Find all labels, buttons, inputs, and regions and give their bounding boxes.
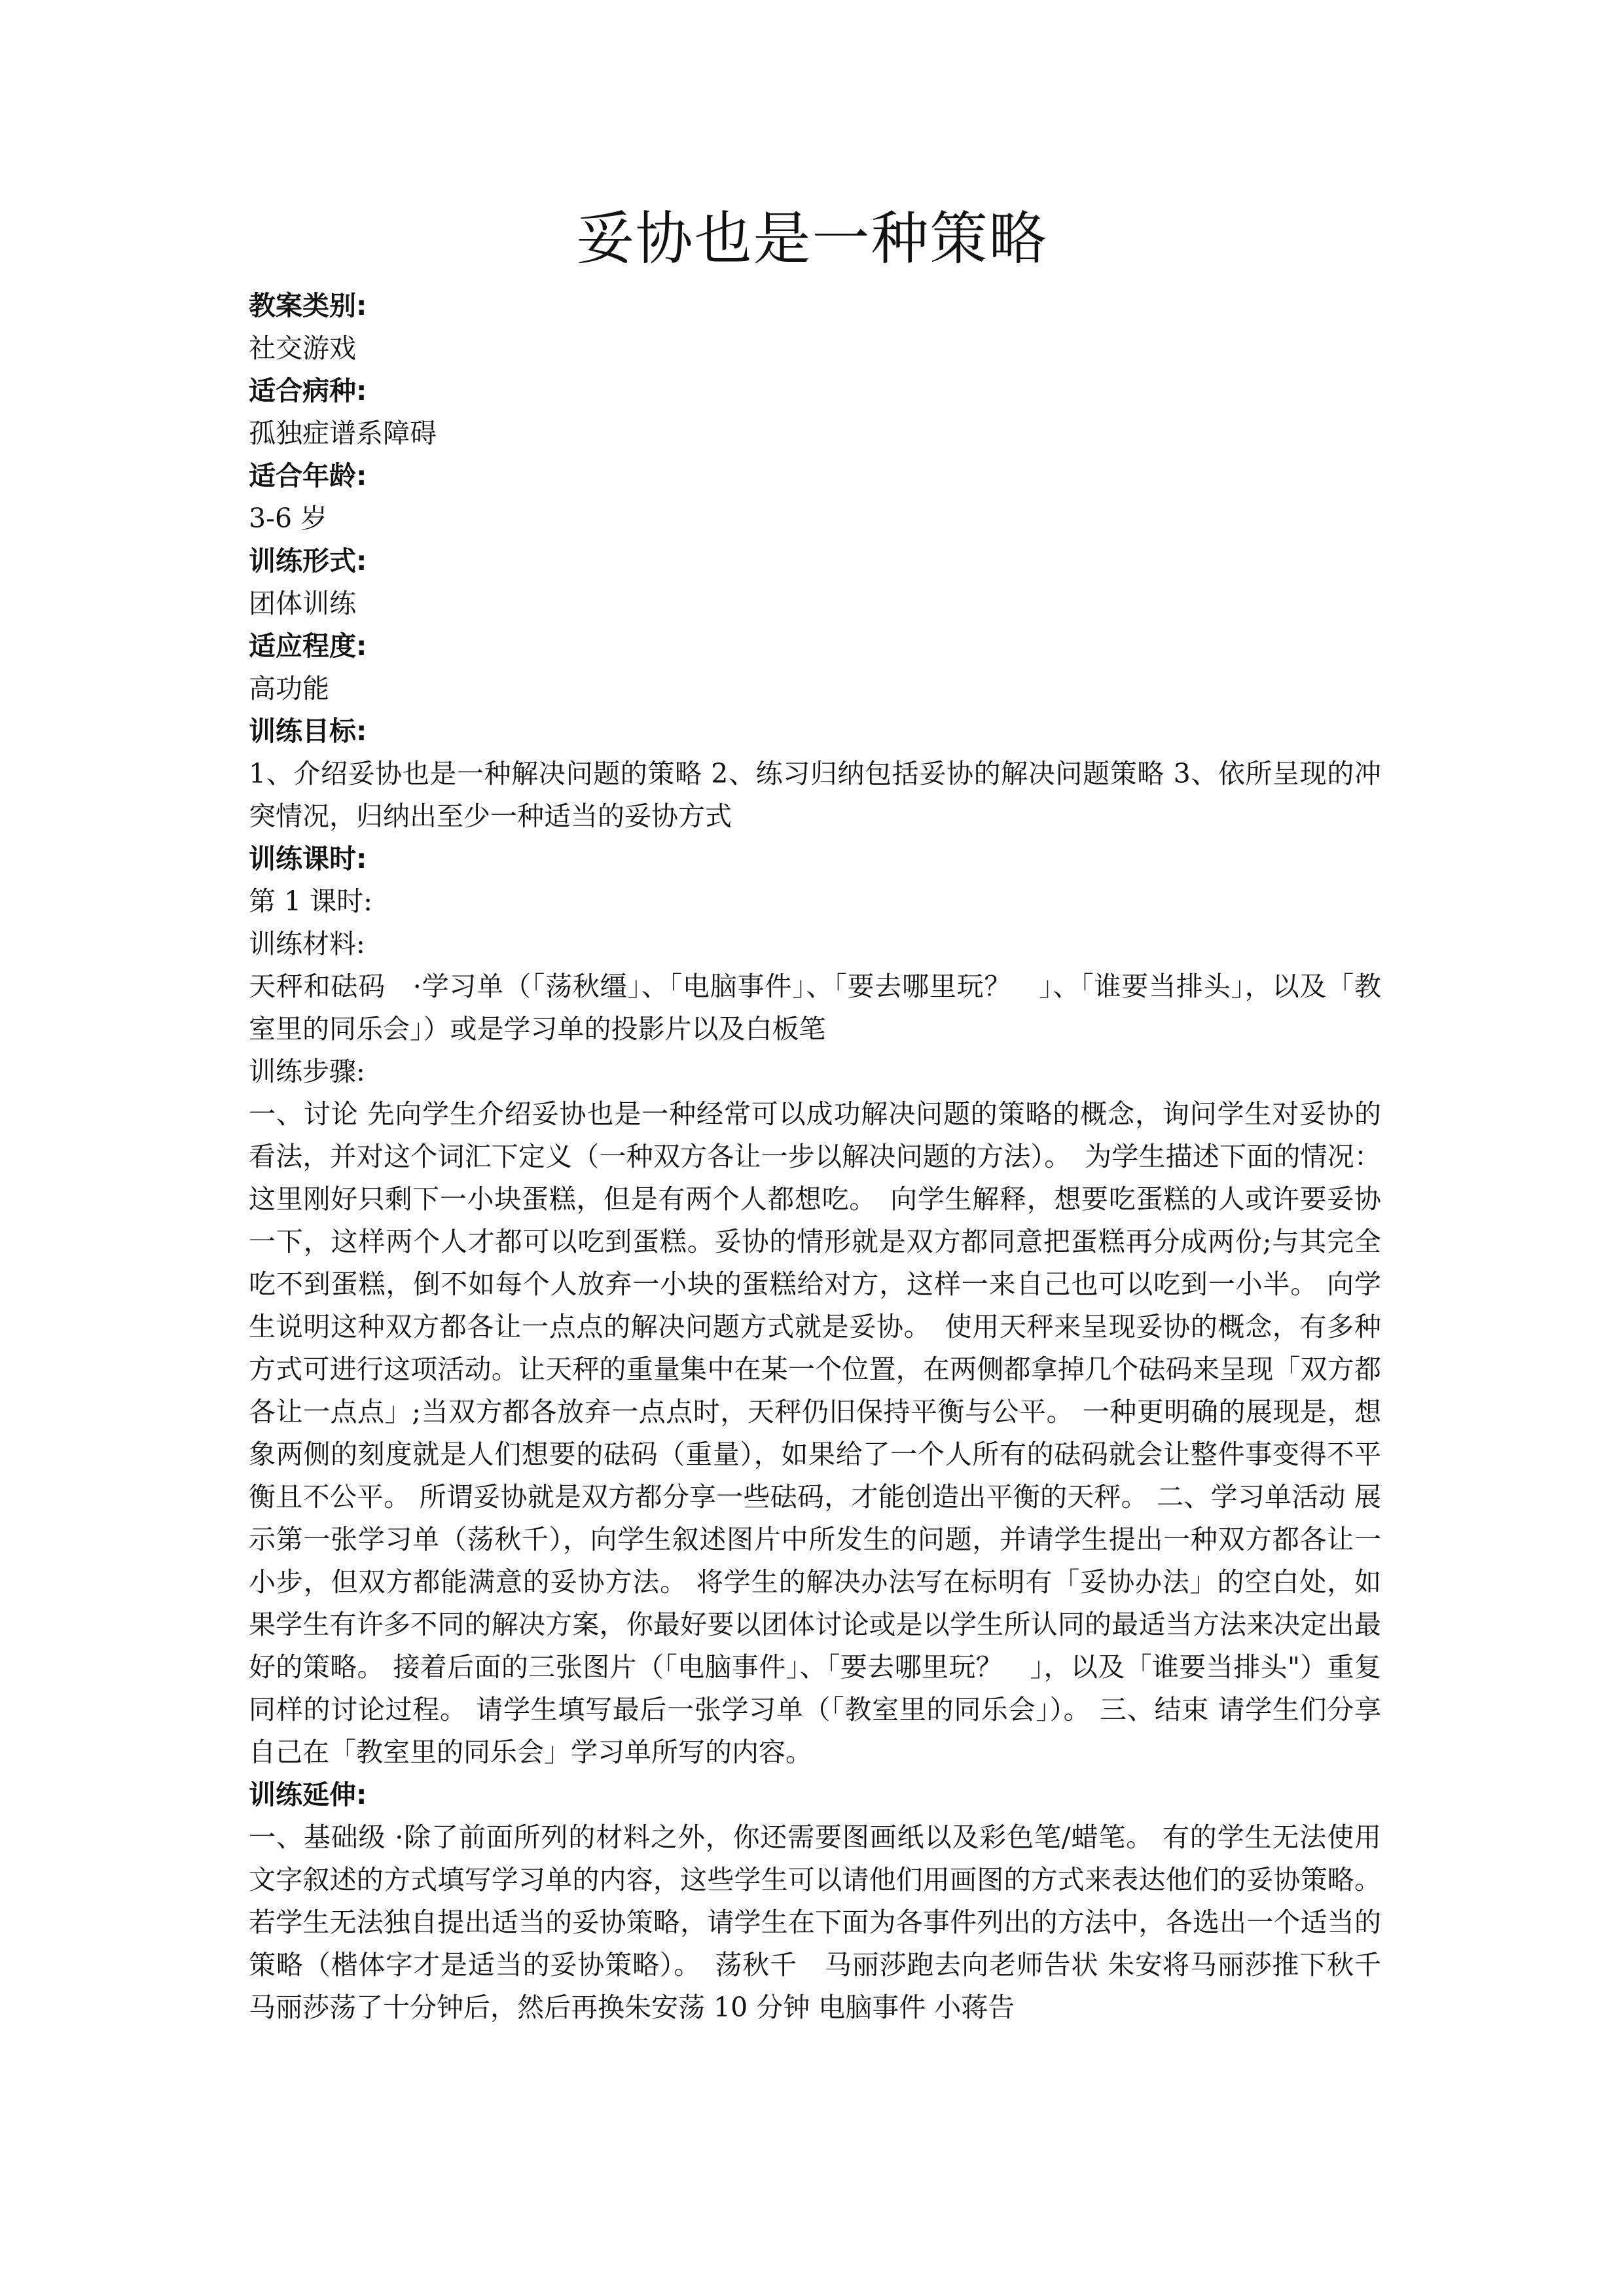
section-label-sessions: 训练课时: [249, 843, 367, 874]
section-label-condition: 适合病种: [249, 375, 367, 406]
session-number: 第 1 课时: [249, 886, 372, 917]
section-label-category: 教案类别: [249, 290, 367, 321]
section-text-condition: 孤独症谱系障碍 [249, 418, 437, 449]
document-body [249, 285, 1381, 2029]
section-label-extension: 训练延伸: [249, 1779, 367, 1810]
steps-text: 一、讨论 先向学生介绍妥协也是一种经常可以成功解决问题的策略的概念，询问学生对妥协的看法，并对这个词汇下定义（一种双方各让一步以解决问题的方法）。 为学生描述下面的情况：这里刚好只剩下一小块蛋糕，但是有两个人都想吃。 向学生解释，想要吃蛋糕的人或许要妥协一下，这样两个人才都可以吃到蛋糕。妥协的情形就是双方都同意把蛋糕再分成两份;与其完全吃不到蛋糕，倒不如每个人放弃一小块的蛋糕给对方，这样一来自己也可以吃到一小半。 向学生说明这种双方都各让一点点的解决问题方式就是妥协。 使用天秤来呈现妥协的概念，有多种方式可进行这项活动。让天秤的重量集中在某一个位置，在两侧都拿掉几个砝码来呈现「双方都各让一点点」;当双方都各放弃一点点时，天秤仍旧保持平衡与公平。 一种更明确的展现是，想象两侧的刻度就是人们想要的砝码（重量），如果给了一个人所有的砝码就会让整件事变得不平衡且不公平。 所谓妥协就是双方都分享一些砝码，才能创造出平衡的天秤。 二、学习单活动 展示第一张学习单（荡秋千），向学生叙述图片中所发生的问题，并请学生提出一种双方都各让一小步，但双方都能满意的妥协方法。 将学生的解决办法写在标明有「妥协办法」的空白处，如果学生有许多不同的解决方案，你最好要以团体讨论或是以学生所认同的最适当方法来决定出最好的策略。 接着后面的三张图片（「电脑事件」、「要去哪里玩？ 」，以及「谁要当排头"）重复同样的讨论过程。 请学生填写最后一张学习单（「教室里的同乐会」）。 三、结束 请学生们分享自己在「教室里的同乐会」学习单所写的内容。 [249, 1098, 1382, 1768]
page-title: 妥协也是一种策略 [576, 205, 1048, 272]
section-label-goals: 训练目标: [249, 715, 367, 747]
section-text-age: 3-6 岁 [249, 503, 328, 534]
materials-heading: 训练材料: [249, 928, 365, 960]
section-label-level: 适应程度: [249, 630, 367, 662]
section-label-format: 训练形式: [249, 545, 367, 577]
section-text-level: 高功能 [249, 673, 329, 704]
steps-heading: 训练步骤: [249, 1056, 365, 1087]
section-text-goals: 1、介绍妥协也是一种解决问题的策略 2、练习归纳包括妥协的解决问题策略 3、依所呈现的冲突情况，归纳出至少一种适当的妥协方式 [249, 758, 1381, 832]
section-text-extension: 一、基础级 ·除了前面所列的材料之外，你还需要图画纸以及彩色笔/蜡笔。 有的学生无法使用文字叙述的方式填写学习单的内容，这些学生可以请他们用画图的方式来表达他们的妥协策略。 若学生无法独自提出适当的妥协策略，请学生在下面为各事件列出的方法中，各选出一个适当的策略（楷体字才是适当的妥协策略）。 荡秋千 马丽莎跑去向老师告状 朱安将马丽莎推下秋千 马丽莎荡了十分钟后，然后再换朱安荡 10 分钟 电脑事件 小蒋告 [249, 1821, 1381, 2023]
section-text-category: 社交游戏 [249, 332, 356, 364]
section-label-age: 适合年龄: [249, 460, 367, 492]
section-text-format: 团体训练 [249, 588, 356, 619]
materials-text: 天秤和砝码 ·学习单（「荡秋缰」、「电脑事件」、「要去哪里玩？ 」、「谁要当排头」，以及「教室里的同乐会」）或是学习单的投影片以及白板笔 [249, 971, 1381, 1045]
